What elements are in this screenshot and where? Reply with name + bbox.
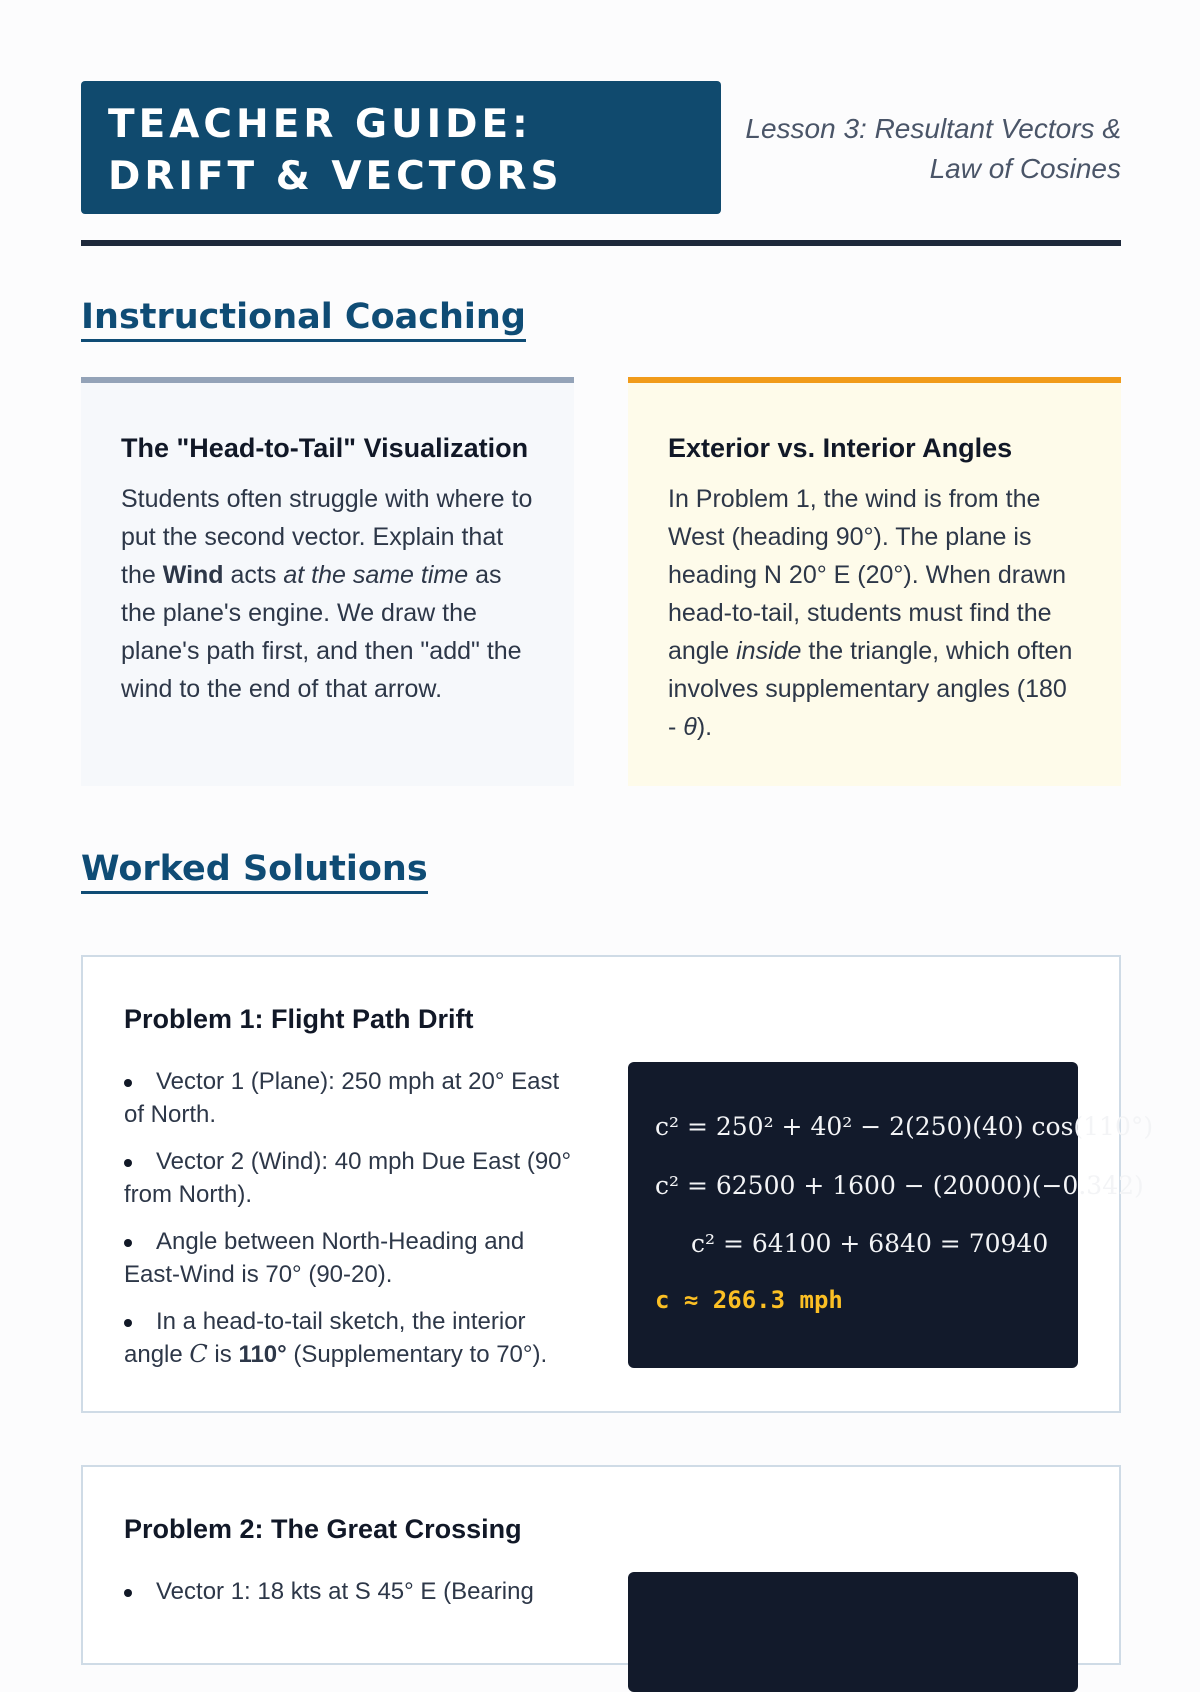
card-body	[121, 480, 534, 708]
list-item: Angle between North-Heading and East-Wind is 70° (90-20).	[124, 1225, 574, 1291]
subtitle-line-1: Lesson 3: Resultant Vectors &	[745, 113, 1121, 144]
card-text: In Problem 1, the wind is from the West (heading 90°). The plane is heading N 20° E (20°). When drawn head-to-tail, students must find the angle	[668, 485, 1066, 665]
problem-2-list	[124, 1575, 574, 1622]
title-banner	[81, 81, 721, 214]
card-title: Exterior vs. Interior Angles	[668, 433, 1013, 463]
coaching-card-angles	[628, 377, 1121, 786]
problem-1-box	[81, 955, 1154, 1413]
list-text: In a head-to-tail sketch, the interior angle	[124, 1308, 526, 1368]
coaching-card-head-to-tail	[81, 377, 574, 786]
section-title-solutions: Worked Solutions	[81, 848, 428, 894]
card-text: ).	[696, 713, 713, 741]
page-header	[81, 81, 1121, 251]
theta-symbol: θ	[683, 713, 697, 741]
problem-1-title: Problem 1: Flight Path Drift	[124, 1004, 474, 1034]
card-text: the triangle, which often involves supplementary angles (180 -	[668, 637, 1073, 741]
equation-line-3: c² = 64100 + 6840 = 70940	[691, 1229, 1049, 1258]
header-divider	[81, 240, 1121, 246]
list-text: is	[207, 1341, 239, 1368]
card-text: as the plane's engine. We draw the plane's path first, and then "add" the wind to the end of that arrow.	[121, 561, 522, 703]
card-text-italic: inside	[736, 637, 802, 665]
list-item: Vector 1 (Plane): 250 mph at 20° East of North.	[124, 1065, 574, 1131]
card-text: Students often struggle with where to put the second vector. Explain that the	[121, 485, 533, 589]
list-item: Vector 2 (Wind): 40 mph Due East (90° from North).	[124, 1145, 574, 1211]
problem-2-title: Problem 2: The Great Crossing	[124, 1514, 522, 1544]
list-item	[124, 1305, 574, 1371]
equation-line-1: c² = 250² + 40² − 2(250)(40) cos(110°)	[655, 1112, 1154, 1141]
page-title: TEACHER GUIDE: DRIFT & VECTORS	[108, 102, 563, 199]
problem-1-list	[124, 1065, 574, 1385]
problem-2-box	[81, 1465, 1121, 1665]
math-solution-panel-2	[628, 1572, 1078, 1692]
card-text: acts	[223, 561, 284, 589]
math-solution-panel	[628, 1062, 1154, 1368]
list-text-bold: 110°	[238, 1341, 287, 1368]
equation-result: c ≈ 266.3 mph	[655, 1286, 843, 1314]
subtitle-line-2: Law of Cosines	[929, 153, 1121, 184]
angle-variable: C	[189, 1340, 208, 1368]
teacher-guide-page	[81, 81, 1154, 1605]
section-title-coaching: Instructional Coaching	[81, 296, 526, 342]
list-text: (Supplementary to 70°).	[286, 1341, 548, 1368]
list-item: Vector 1: 18 kts at S 45° E (Bearing	[124, 1575, 574, 1608]
card-text-italic: at the same time	[283, 561, 469, 589]
card-title: The "Head-to-Tail" Visualization	[121, 433, 529, 463]
lesson-subtitle	[741, 109, 1121, 189]
card-body	[668, 480, 1081, 746]
card-text-bold: Wind	[162, 561, 224, 589]
equation-line-2: c² = 62500 + 1600 − (20000)(−0.342)	[655, 1171, 1144, 1200]
